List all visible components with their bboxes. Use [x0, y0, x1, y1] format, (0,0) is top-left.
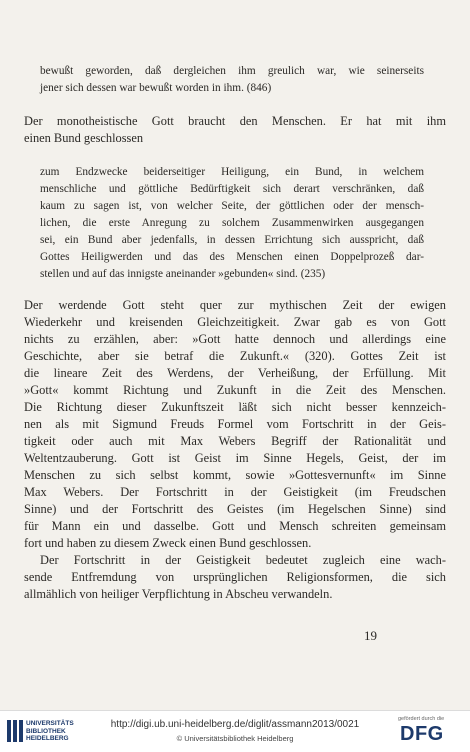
viewer-footer: [0, 710, 470, 752]
quote-line: Gottes Heiligwerden und das des Menschen einen Doppelprozeß dar-: [40, 251, 424, 263]
text-line: bewußt geworden, daß dergleichen ihm greulich war, wie seinerseits: [40, 65, 424, 77]
text-line: Der monotheistische Gott braucht den Menschen. Er hat mit ihm: [24, 114, 446, 128]
text-line: Max Webers. Der Fortschritt in der Geistigkeit (im Freudschen: [24, 485, 446, 499]
quote-line: kaum zu sagen ist, von welcher Seite, der göttlichen oder der mensch-: [40, 200, 424, 212]
text-line: Der Fortschritt in der Geistigkeit bedeutet zugleich eine wach-: [40, 553, 446, 567]
dfg-logo-icon: DFG: [400, 723, 444, 745]
university-library-logo-icon: [6, 718, 24, 744]
text-line: nichts zu erzählen, aber: »Gott hatte dennoch und allerdings eine: [24, 332, 446, 346]
text-line: Weltentzauberung. Gott ist Geist im Sinne Hegels, Geist, der im: [24, 451, 446, 465]
text-line: die lineare Zeit des Werdens, der Verheißung, der Erfüllung. Mit: [24, 366, 446, 380]
text-line: einen Bund geschlossen: [24, 131, 144, 145]
quote-line: sei, ein Bund aber jedenfalls, in dessen Errichtung sich ausspricht, daß: [40, 234, 424, 246]
text-line: Der werdende Gott steht quer zur mythischen Zeit der ewigen: [24, 298, 446, 312]
text-line: Wiederkehr und kreisenden Gleichzeitigkeit. Zwar gab es von Gott: [24, 315, 446, 329]
text-line: »Gott« kommt Richtung und Zukunft in die Zeit des Menschen.: [24, 383, 446, 397]
text-line: Die Richtung dieser Zukunftszeit läßt sich nicht besser kennzeich-: [24, 400, 446, 414]
text-line: sende Entfremdung von ursprünglichen Religionsformen, die sich: [24, 570, 446, 584]
permalink-url[interactable]: http://digi.ub.uni-heidelberg.de/diglit/assmann2013/0021: [110, 719, 360, 730]
page-number: 19: [364, 628, 377, 643]
text-line: Menschen zu sich selbst kommt, sowie »Gottesvernunft« im Sinne: [24, 468, 446, 482]
quote-line: menschliche und göttliche Bedürftigkeit sich derart verschränken, daß: [40, 183, 424, 195]
text-line: Sinne) und der Fortschritt des Geistes (im Hegelschen Sinne) sind: [24, 502, 446, 516]
text-line: für Mann ein und dasselbe. Gott und Mensch schreiten gemeinsam: [24, 519, 446, 533]
quote-line: zum Endzwecke beiderseitiger Heiligung, ein Bund, in welchem: [40, 166, 424, 178]
text-line: fort und haben zu diesem Zweck einen Bund geschlossen.: [24, 536, 312, 550]
quote-line: lichen, die erste Anregung zu solchem Zusammenwirken ausgegangen: [40, 217, 424, 229]
quote-line: stellen und auf das innigste aneinander »gebunden« sind. (235): [40, 268, 326, 280]
funder-caption: gefördert durch die: [398, 716, 445, 722]
library-name: UNIVERSITÄTS BIBLIOTHEK HEIDELBERG: [26, 720, 74, 742]
text-line: Geschichte, aber sie betraf die Zukunft.« (320). Gottes Zeit ist: [24, 349, 446, 363]
text-line: allmählich von heiliger Verpflichtung in Abscheu verwandeln.: [24, 587, 333, 601]
copyright-notice: © Universitätsbibliothek Heidelberg: [176, 734, 294, 743]
text-line: nen als mit Sigmund Freuds Formel vom Fortschritt in der Geis-: [24, 417, 446, 431]
text-line: tigkeit oder auch mit Max Webers Begriff der Rationalität und: [24, 434, 446, 448]
text-line: jener sich dessen war bewußt worden in ihm. (846): [40, 82, 272, 94]
